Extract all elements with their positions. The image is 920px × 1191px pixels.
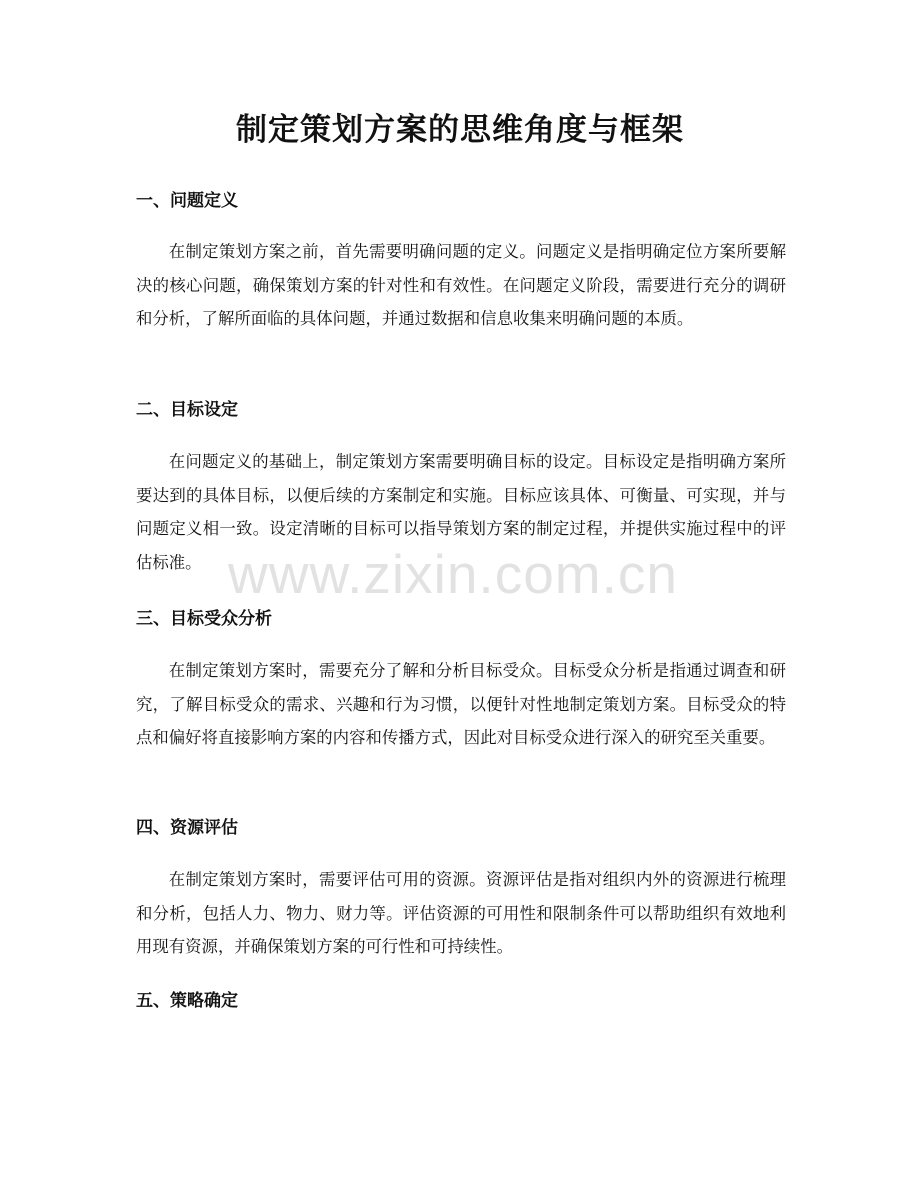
section-body-resource-assessment: 在制定策划方案时，需要评估可用的资源。资源评估是指对组织内外的资源进行梳理和分析，包括人力、物力、财力等。评估资源的可用性和限制条件可以帮助组织有效地利用现有资源，并确保策划方案的可行性和可持续性。 [136, 870, 786, 956]
section-heading-strategy: 五、策略确定 [136, 991, 238, 1011]
section-body-audience-analysis: 在制定策划方案时，需要充分了解和分析目标受众。目标受众分析是指通过调查和研究，了解目标受众的需求、兴趣和行为习惯，以便针对性地制定策划方案。目标受众的特点和偏好将直接影响方案的内容和传播方式，因此对目标受众进行深入的研究至关重要。 [136, 661, 786, 747]
section-heading-audience-analysis: 三、目标受众分析 [136, 609, 272, 629]
watermark-text: www.zixin.com.cn [228, 543, 678, 605]
document-title: 制定策划方案的思维角度与框架 [236, 112, 684, 148]
section-body-goal-setting: 在问题定义的基础上，制定策划方案需要明确目标的设定。目标设定是指明确方案所要达到的具体目标，以便后续的方案制定和实施。目标应该具体、可衡量、可实现，并与问题定义相一致。设定清晰的目标可以指导策划方案的制定过程，并提供实施过程中的评估标准。 [136, 452, 786, 572]
section-heading-problem-definition: 一、问题定义 [136, 191, 238, 211]
section-heading-goal-setting: 二、目标设定 [136, 400, 238, 420]
section-heading-resource-assessment: 四、资源评估 [136, 818, 238, 838]
section-body-problem-definition: 在制定策划方案之前，首先需要明确问题的定义。问题定义是指明确定位方案所要解决的核心问题，确保策划方案的针对性和有效性。在问题定义阶段，需要进行充分的调研和分析，了解所面临的具体问题，并通过数据和信息收集来明确问题的本质。 [136, 242, 786, 328]
